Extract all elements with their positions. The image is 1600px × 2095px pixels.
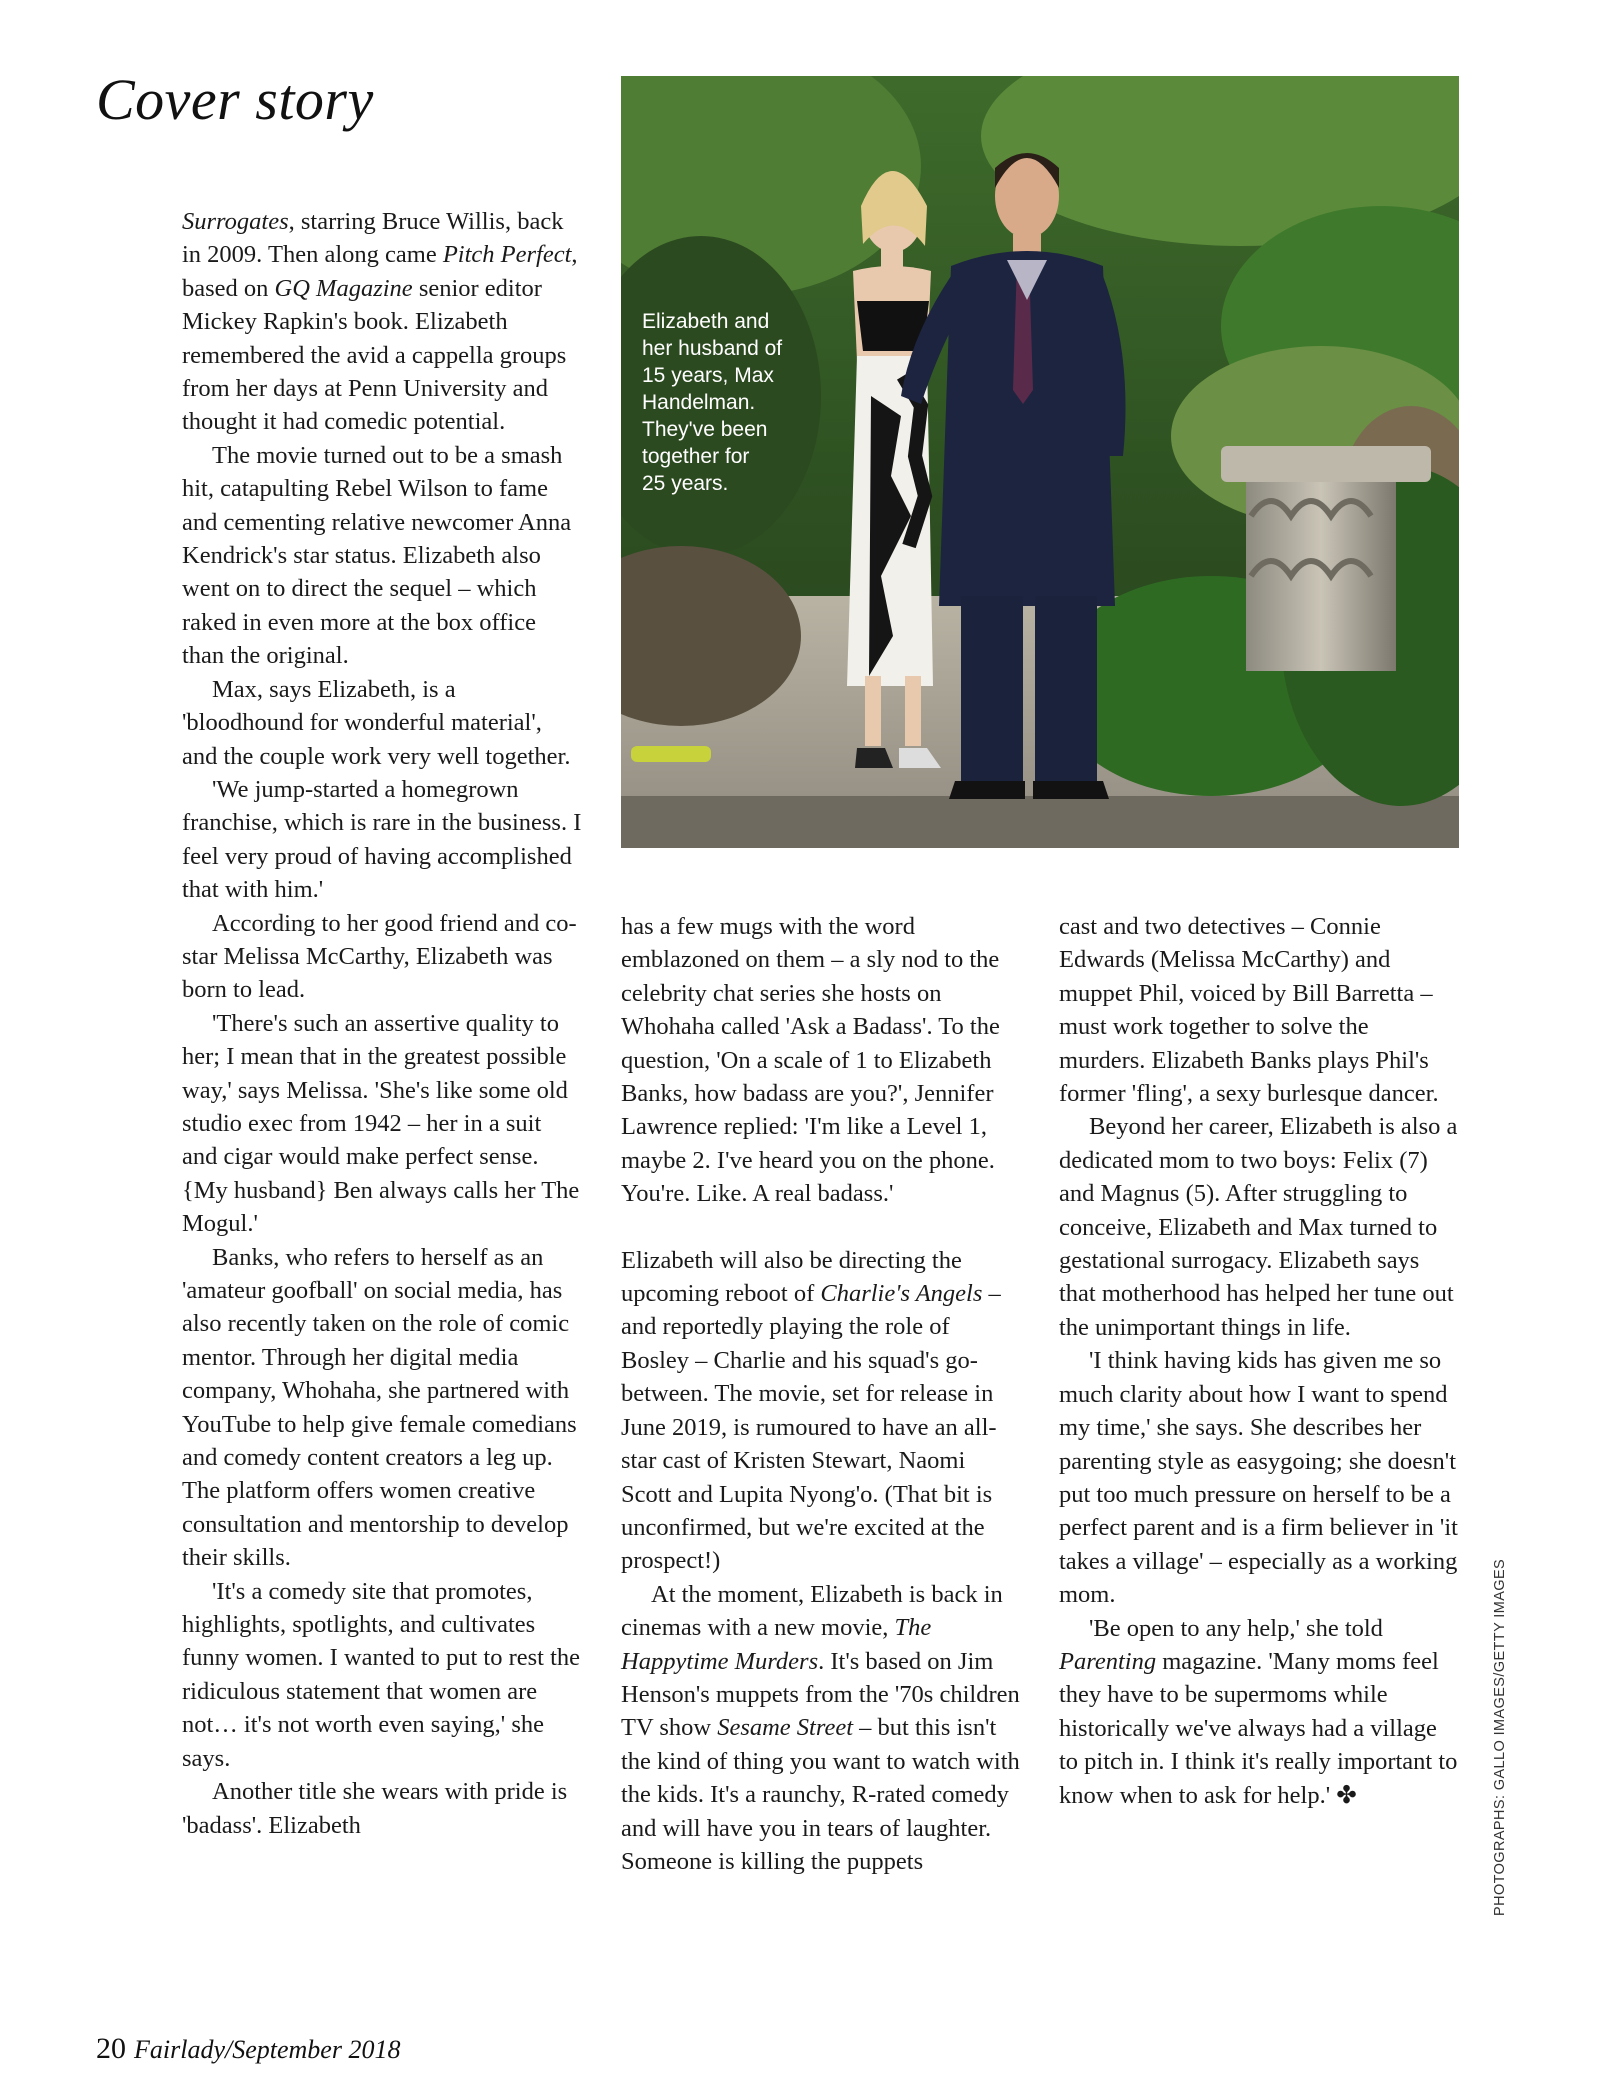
caption-line: 25 years. <box>642 472 729 495</box>
article-paragraph <box>182 1775 582 1842</box>
caption-line: her husband of <box>642 337 783 360</box>
text-run: , based on <box>182 241 578 302</box>
article-paragraph <box>182 907 582 1007</box>
italic-title: Sesame Street <box>717 1714 854 1742</box>
page-number: 20 <box>96 2032 126 2065</box>
italic-title: Parenting <box>1059 1647 1157 1675</box>
article-paragraph <box>182 673 582 773</box>
text-run: 'It's a comedy site that promotes, highlights, spotlights, and cultivates funny women. I wanted to put to rest the ridiculous statement that women are not… it's not worth even saying,' she says. <box>182 1577 581 1772</box>
article-column-3 <box>1059 910 1459 1812</box>
text-run: Beyond her career, Elizabeth is also a dedicated mom to two boys: Felix (7) and Magnus (5). After struggling to conceive, Elizabeth and Max turned to gestational surrogacy. Elizabeth says that motherhood has helped her tune out the unimportant things in life. <box>1059 1113 1458 1341</box>
article-paragraph <box>1059 1612 1459 1812</box>
text-run: – and reportedly playing the role of Bosley – Charlie and his squad's go-between. The movie, set for release in June 2019, is rumoured to have an all-star cast of Kristen Stewart, Naomi Scott and Lupita Nyong'o. (That bit is unconfirmed, but we're excited at the prospect!) <box>621 1280 1001 1575</box>
text-run: 'Be open to any help,' she told <box>1089 1614 1383 1642</box>
caption-line: together for <box>642 445 750 468</box>
text-run: magazine. 'Many moms feel they have to be supermoms while historically we've always had a village to pitch in. I think it's really important to know when to ask for help.' ✤ <box>1059 1647 1458 1809</box>
text-run: Banks, who refers to herself as an 'amateur goofball' on social media, has also recently taken on the role of comic mentor. Through her digital media company, Whohaha, she partnered with YouTube to help give female comedians and comedy content creators a leg up. The platform offers women creative consultation and mentorship to develop their skills. <box>182 1243 577 1572</box>
article-paragraph <box>1059 1110 1459 1344</box>
photo-caption <box>642 308 832 497</box>
italic-title: Pitch Perfect <box>442 241 572 269</box>
text-run: 'There's such an assertive quality to her; I mean that in the greatest possible way,' says Melissa. 'She's like some old studio exec from 1942 – her in a suit and cigar would make perfect sense. {My husband} Ben always calls her The Mogul.' <box>182 1009 580 1238</box>
text-run: senior editor Mickey Rapkin's book. Elizabeth remembered the avid a cappella groups from her days at Penn University and thought it had comedic potential. <box>182 274 567 436</box>
caption-line: 15 years, Max <box>642 364 774 387</box>
magazine-issue: Fairlady/September 2018 <box>134 2035 401 2064</box>
text-run: Elizabeth will also be directing the upcoming reboot of <box>621 1246 962 1308</box>
section-title: Cover story <box>96 67 374 132</box>
text-run: The movie turned out to be a smash hit, catapulting Rebel Wilson to fame and cementing relative newcomer Anna Kendrick's star status. Elizabeth also went on to direct the sequel – which raked in even more at the box office than the original. <box>182 441 572 670</box>
article-paragraph <box>182 1241 582 1575</box>
article-paragraph <box>182 439 582 673</box>
caption-line: They've been <box>642 418 768 441</box>
italic-title: GQ Magazine <box>274 274 413 302</box>
caption-line: Handelman. <box>642 391 756 414</box>
text-run: 'We jump-started a homegrown franchise, which is rare in the business. I feel very proud of having accomplished that with him.' <box>182 775 582 904</box>
italic-title: Charlie's Angels <box>820 1280 983 1308</box>
text-run: , starring Bruce Willis, back in 2009. Then along came <box>182 208 564 269</box>
text-run: . It's based on Jim Henson's muppets from the '70s children TV show <box>621 1647 1020 1742</box>
caption-line: Elizabeth and <box>642 310 770 333</box>
article-paragraph <box>1059 910 1459 1110</box>
text-run: According to her good friend and co-star Melissa McCarthy, Elizabeth was born to lead. <box>182 909 577 1004</box>
page-footer <box>96 2032 400 2066</box>
text-run: cast and two detectives – Connie Edwards (Melissa McCarthy) and muppet Phil, voiced by Bill Barretta – must work together to solve the murders. Elizabeth Banks plays Phil's former 'fling', a sexy burlesque dancer. <box>1059 913 1439 1108</box>
article-column-2 <box>621 910 1021 1878</box>
text-run: Another title she wears with pride is 'badass'. Elizabeth <box>182 1778 568 1839</box>
text-run: – but this isn't the kind of thing you want to watch with the kids. It's a raunchy, R-rated comedy and will have you in tears of laughter. Someone is killing the puppets <box>621 1714 1020 1875</box>
text-run: 'I think having kids has given me so much clarity about how I want to spend my time,' she says. She describes her parenting style as easygoing; she doesn't put too much pressure on herself to be a perfect parent and is a firm believer in 'it takes a village' – especially as a working mom. <box>1059 1347 1458 1609</box>
article-paragraph <box>1059 1344 1459 1611</box>
italic-title: Surrogates <box>182 208 289 235</box>
article-paragraph <box>621 1578 1021 1879</box>
article-paragraph <box>182 1007 582 1241</box>
text-run: has a few mugs with the word emblazoned on them – a sly nod to the celebrity chat series she hosts on Whohaha called 'Ask a Badass'. To the question, 'On a scale of 1 to Elizabeth Banks, how badass are you?', Jennifer Lawrence replied: 'I'm like a Level 1, maybe 2. I've heard you on the phone. You're. Like. A real badass.' <box>621 913 1000 1208</box>
article-paragraph <box>182 773 582 907</box>
photo-credit: PHOTOGRAPHS: GALLO IMAGES/GETTY IMAGES <box>1492 1558 1508 1916</box>
article-column-1 <box>182 205 582 1842</box>
text-run: At the moment, Elizabeth is back in cinemas with a new movie, <box>621 1580 1003 1642</box>
italic-title: The Happytime Murders <box>621 1614 932 1675</box>
article-paragraph <box>621 1244 1021 1578</box>
article-paragraph <box>621 910 1021 1211</box>
article-paragraph <box>182 205 582 439</box>
article-paragraph <box>182 1575 582 1775</box>
text-run: Max, says Elizabeth, is a 'bloodhound for wonderful material', and the couple work very well together. <box>182 675 571 770</box>
